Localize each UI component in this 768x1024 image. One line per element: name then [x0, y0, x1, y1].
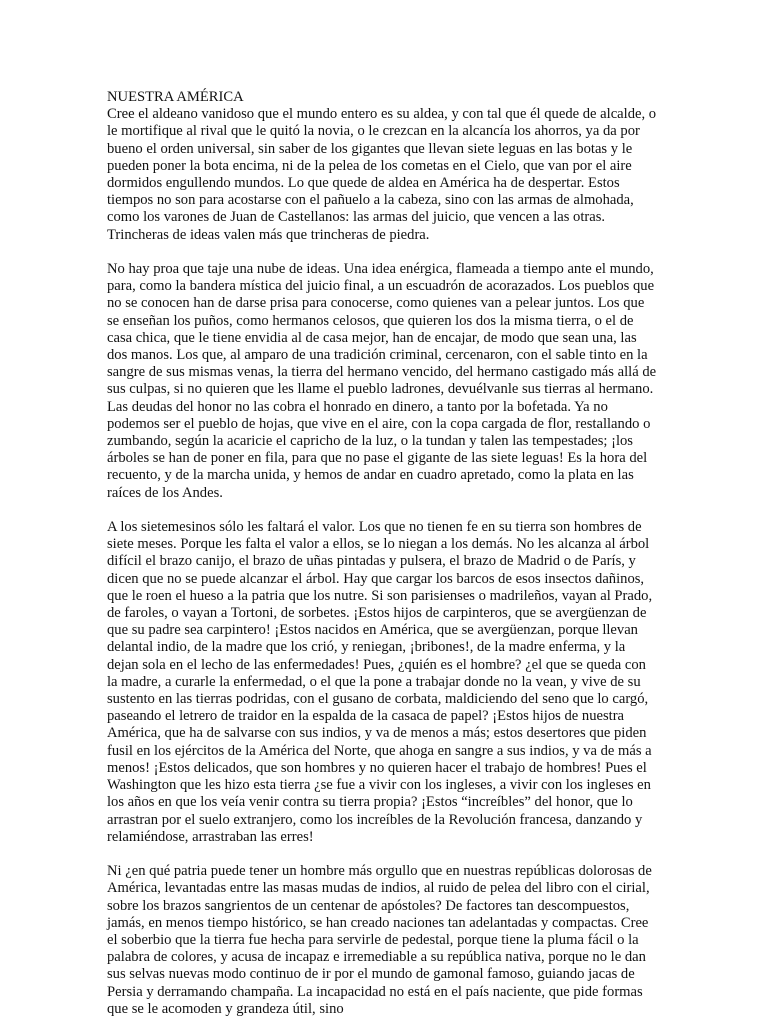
- document-title: NUESTRA AMÉRICA: [107, 89, 244, 105]
- paragraph-4: Ni ¿en qué patria puede tener un hombre más orgullo que en nuestras repúblicas dolorosas de América, levantadas entre las masas mudas de indios, al ruido de pelea del libro con el cirial, sobre los brazos sangrientos de un centenar de apóstoles? De factores tan descompuestos, jamás, en menos tiempo histórico, se han creado naciones tan adelantadas y compactas. Cree el soberbio que la tierra fue hecha para servirle de pedestal, porque tiene la pluma fácil o la palabra de colores, y acusa de incapaz e irremediable a su república nativa, porque no le dan sus selvas nuevas modo continuo de ir por el mundo de gamonal famoso, guiando jacas de Persia y derramando champaña. La incapacidad no está en el país naciente, que pide formas que se le acomoden y grandeza útil, sino: [107, 863, 652, 1017]
- paragraph-2: No hay proa que taje una nube de ideas. Una idea enérgica, flameada a tiempo ante el mundo, para, como la bandera mística del juicio final, a un escuadrón de acorazados. Los pueblos que no se conocen han de darse prisa para conocerse, como quienes van a pelear juntos. Los que se enseñan los puños, como hermanos celosos, que quieren los dos la misma tierra, o el de casa chica, que le tiene envidia al de casa mejor, han de encajar, de modo que sean una, las dos manos. Los que, al amparo de una tradición criminal, cercenaron, con el sable tinto en la sangre de sus mismas venas, la tierra del hermano vencido, del hermano castigado más allá de sus culpas, si no quieren que les llame el pueblo ladrones, devuélvanle sus tierras al hermano. Las deudas del honor no las cobra el honrado en dinero, a tanto por la bofetada. Ya no podemos ser el pueblo de hojas, que vive en el aire, con la copa cargada de flor, restallando o zumbando, según la acaricie el capricho de la luz, o la tundan y talen las tempestades; ¡los árboles se han de poner en fila, para que no pase el gigante de las siete leguas! Es la hora del recuento, y de la marcha unida, y hemos de andar en cuadro apretado, como la plata en las raíces de los Andes.: [107, 261, 657, 501]
- paragraph-3: A los sietemesinos sólo les faltará el valor. Los que no tienen fe en su tierra son hombres de siete meses. Porque les falta el valor a ellos, se lo niegan a los demás. No les alcanza al árbol difícil el brazo canijo, el brazo de uñas pintadas y pulsera, el brazo de Madrid o de París, y dicen que no se puede alcanzar el árbol. Hay que cargar los barcos de esos insectos dañinos, que le roen el hueso a la patria que los nutre. Si son parisienses o madrileños, vayan al Prado, de faroles, o vayan a Tortoni, de sorbetes. ¡Estos hijos de carpinteros, que se avergüenzan de que su padre sea carpintero! ¡Estos nacidos en América, que se avergüenzan, porque llevan delantal indio, de la madre que los crió, y reniegan, ¡bribones!, de la madre enferma, y la dejan sola en el lecho de las enfermedades! Pues, ¿quién es el hombre? ¿el que se queda con la madre, a curarle la enfermedad, o el que la pone a trabajar donde no la vean, y vive de su sustento en las tierras podridas, con el gusano de corbata, maldiciendo del seno que lo cargó, paseando el letrero de traidor en la espalda de la casaca de papel? ¡Estos hijos de nuestra América, que ha de salvarse con sus indios, y va de menos a más; estos desertores que piden fusil en los ejércitos de la América del Norte, que ahoga en sangre a sus indios, y va de más a menos! ¡Estos delicados, que son hombres y no quieren hacer el trabajo de hombres! Pues el Washington que les hizo esta tierra ¿se fue a vivir con los ingleses, a vivir con los ingleses en los años en que los veía venir contra su tierra propia? ¡Estos “increíbles” del honor, que lo arrastran por el suelo extranjero, como los increíbles de la Revolución francesa, danzando y relamiéndose, arrastraban las erres!: [107, 519, 653, 845]
- document-page: [107, 89, 659, 1018]
- paragraph-1: Cree el aldeano vanidoso que el mundo entero es su aldea, y con tal que él quede de alcalde, o le mortifique al rival que le quitó la novia, o le crezcan en la alcancía los ahorros, ya da por bueno el orden universal, sin saber de los gigantes que llevan siete leguas en las botas y le pueden poner la bota encima, ni de la pelea de los cometas en el Cielo, que van por el aire dormidos engullendo mundos. Lo que quede de aldea en América ha de despertar. Estos tiempos no son para acostarse con el pañuelo a la cabeza, sino con las armas de almohada, como los varones de Juan de Castellanos: las armas del juicio, que vencen a las otras. Trincheras de ideas valen más que trincheras de piedra.: [107, 106, 657, 243]
